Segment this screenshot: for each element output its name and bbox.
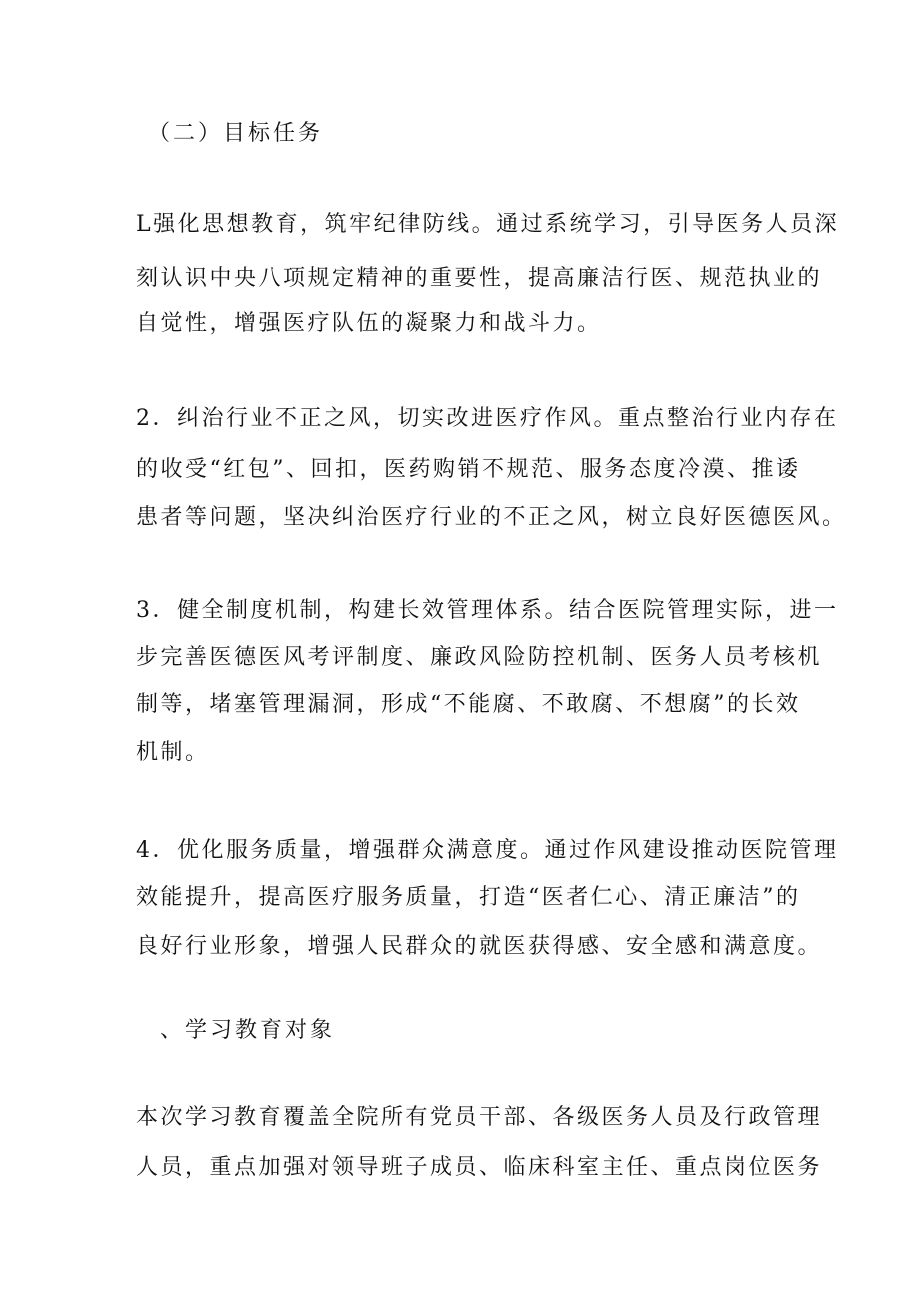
- paragraph-line: 刻认识中央八项规定精神的重要性，提高廉洁行医、规范执业的: [136, 266, 823, 291]
- section-heading-2: 、学习教育对象: [160, 1018, 336, 1043]
- paragraph-line: 自觉性，增强医疗队伍的凝聚力和战斗力。: [136, 311, 602, 336]
- paragraph-line: 制等，堵塞管理漏洞，形成“不能腐、不敢腐、不想腐”的长效: [136, 692, 801, 717]
- paragraph-line: 患者等问题，坚决纠治医疗行业的不正之风，树立良好医德医风。: [136, 505, 847, 530]
- paragraph-line: 人员，重点加强对领导班子成员、临床科室主任、重点岗位医务: [136, 1155, 823, 1180]
- paragraph-line: 步完善医德医风考评制度、廉政风险防控机制、医务人员考核机: [136, 645, 823, 670]
- paragraph-line: 本次学习教育覆盖全院所有党员干部、各级医务人员及行政管理: [136, 1105, 823, 1130]
- paragraph-line: L强化思想教育，筑牢纪律防线。通过系统学习，引导医务人员深: [136, 212, 840, 237]
- paragraph-line: 的收受“红包”、回扣，医药购销不规范、服务态度冷漠、推诿: [136, 457, 801, 482]
- paragraph-line: 4．优化服务质量，增强群众满意度。通过作风建设推动医院管理: [136, 838, 839, 863]
- paragraph-line: 效能提升，提高医疗服务质量，打造“医者仁心、清正廉洁”的: [136, 885, 801, 910]
- paragraph-line: 良好行业形象，增强人民群众的就医获得感、安全感和满意度。: [136, 934, 823, 959]
- paragraph-line: 机制。: [136, 740, 210, 765]
- section-heading: （二）目标任务: [148, 121, 324, 146]
- paragraph-line: 2．纠治行业不正之风，切实改进医疗作风。重点整治行业内存在: [136, 406, 839, 431]
- paragraph-line: 3．健全制度机制，构建长效管理体系。结合医院管理实际，进一: [136, 598, 839, 623]
